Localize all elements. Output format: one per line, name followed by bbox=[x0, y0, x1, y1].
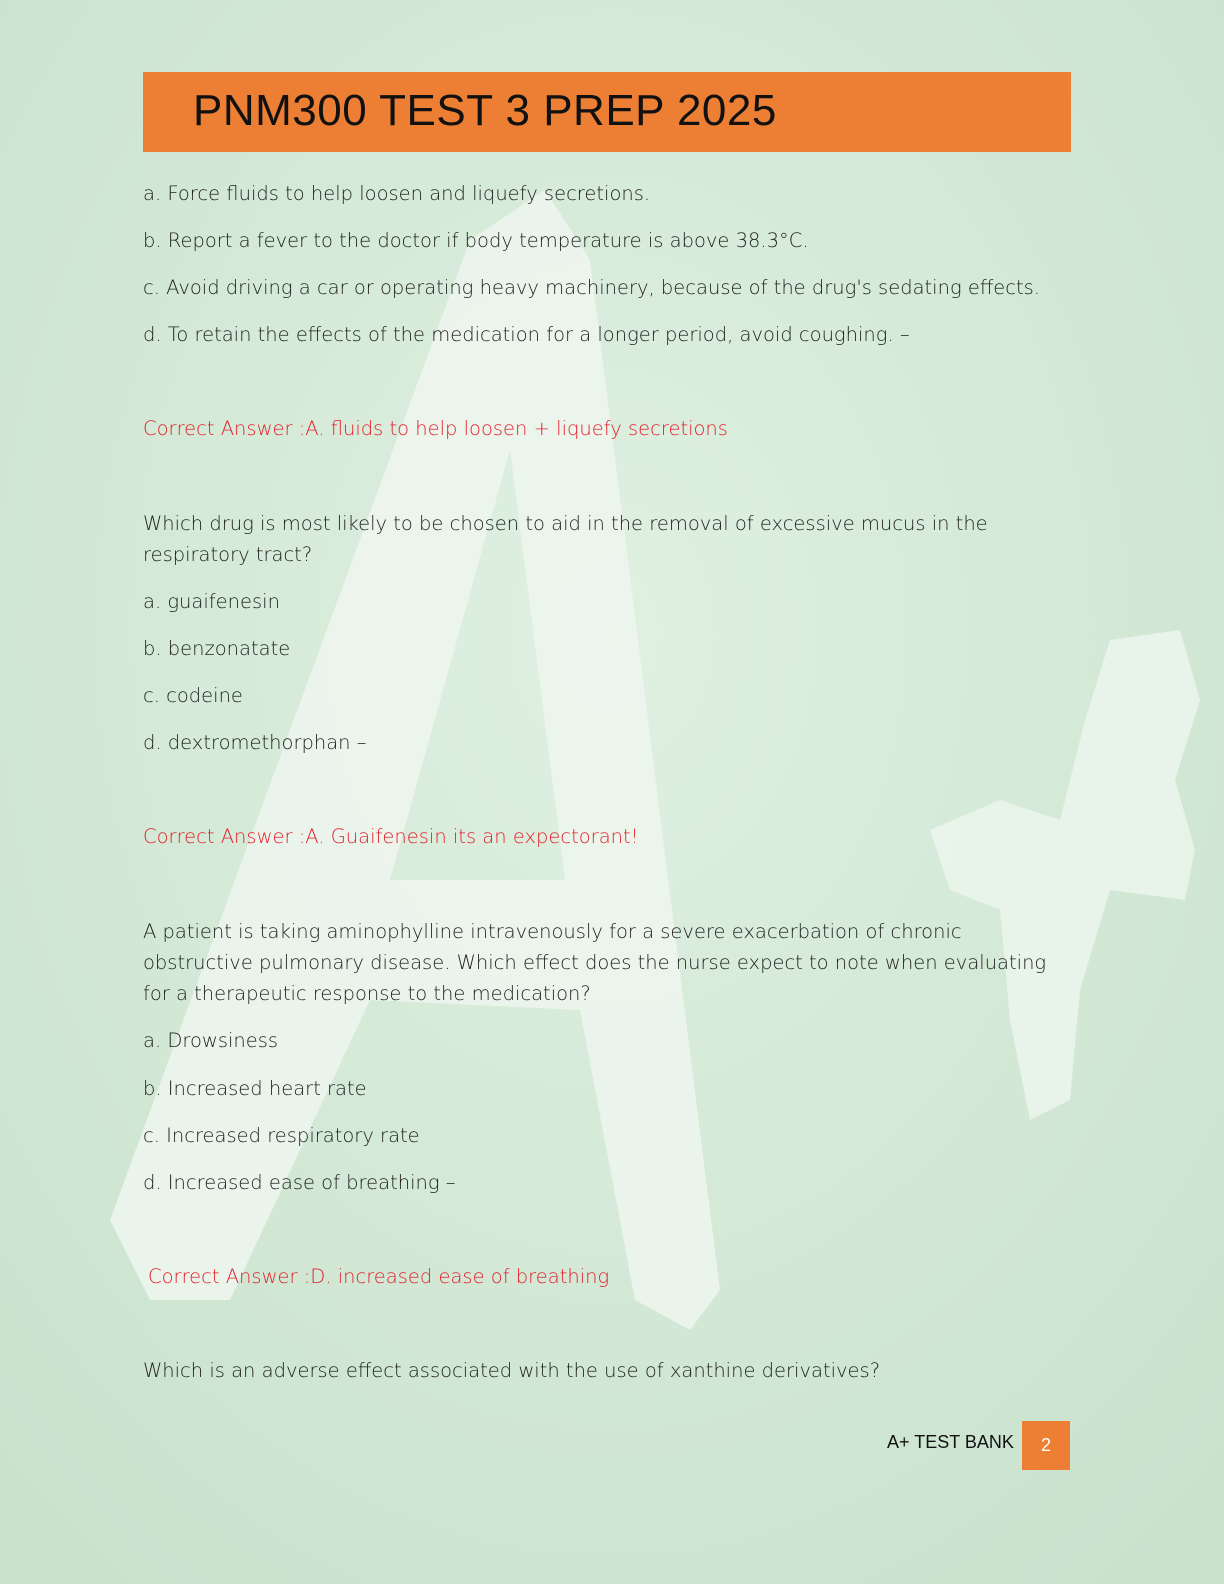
header-bar bbox=[143, 72, 1071, 152]
q1-option-a: a. Force fluids to help loosen and liquefy secretions. bbox=[143, 182, 651, 205]
q1-option-b: b. Report a fever to the doctor if body temperature is above 38.3°C. bbox=[143, 229, 809, 252]
q2-correct-answer: Correct Answer :A. Guaifenesin its an expectorant! bbox=[143, 825, 639, 848]
page-number: 2 bbox=[1022, 1421, 1070, 1470]
page-title: PNM300 TEST 3 PREP 2025 bbox=[193, 86, 777, 135]
q2-question: Which drug is most likely to be chosen to aid in the removal of excessive mucus in the respiratory tract? bbox=[143, 512, 988, 566]
q3-option-c: c. Increased respiratory rate bbox=[143, 1124, 420, 1147]
q4-question: Which is an adverse effect associated with the use of xanthine derivatives? bbox=[143, 1359, 881, 1382]
q2-option-a: a. guaifenesin bbox=[143, 590, 280, 613]
q3-option-a: a. Drowsiness bbox=[143, 1029, 279, 1052]
q2-option-c: c. codeine bbox=[143, 684, 243, 707]
q2-option-d: d. dextromethorphan – bbox=[143, 731, 367, 754]
q3-option-b: b. Increased heart rate bbox=[143, 1077, 367, 1100]
q1-option-d: d. To retain the effects of the medication for a longer period, avoid coughing. – bbox=[143, 323, 910, 346]
q1-correct-answer: Correct Answer :A. fluids to help loosen + liquefy secretions bbox=[143, 417, 728, 440]
q3-correct-answer: Correct Answer :D. increased ease of breathing bbox=[148, 1265, 610, 1288]
q3-option-d: d. Increased ease of breathing – bbox=[143, 1171, 456, 1194]
q3-question: A patient is taking aminophylline intravenously for a severe exacerbation of chronic obstructive pulmonary disease. Which effect does the nurse expect to note when evaluating for a therapeutic response to the medication? bbox=[143, 920, 1047, 1005]
q1-option-c: c. Avoid driving a car or operating heavy machinery, because of the drug's sedating effects. bbox=[143, 276, 1041, 299]
q2-option-b: b. benzonatate bbox=[143, 637, 291, 660]
footer-label: A+ TEST BANK bbox=[887, 1432, 1014, 1452]
